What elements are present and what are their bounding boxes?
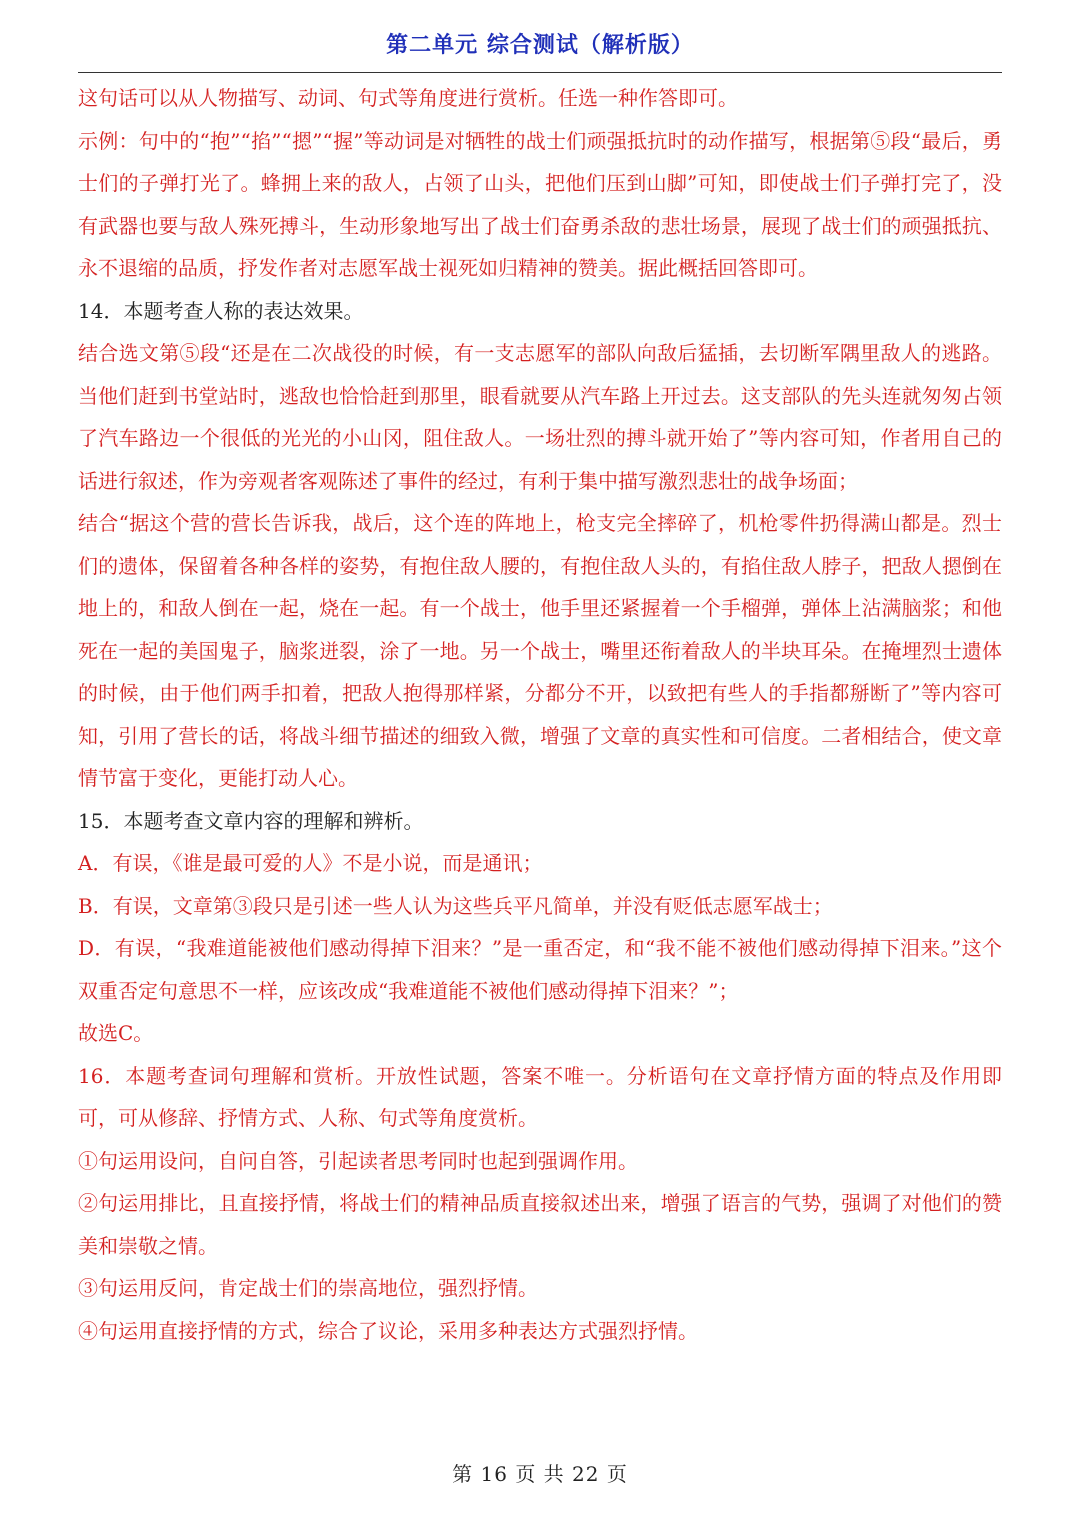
sentence-3-analysis: ③句运用反问，肯定战士们的崇高地位，强烈抒情。 [78, 1276, 538, 1300]
option-a-analysis: A．有误，《谁是最可爱的人》不是小说，而是通讯； [78, 851, 543, 875]
page-number-footer: 第 16 页 共 22 页 [452, 1462, 628, 1486]
question-15-answer: 故选C。 [78, 1021, 154, 1045]
sentence-2-analysis: ②句运用排比，且直接抒情，将战士们的精神品质直接叙述出来，增强了语言的气势，强调了对他们的赞美和崇敬之情。 [78, 1191, 1002, 1258]
question-14-heading: 14．本题考查人称的表达效果。 [78, 298, 364, 323]
sentence-4-analysis: ④句运用直接抒情的方式，综合了议论，采用多种表达方式强烈抒情。 [78, 1318, 698, 1343]
option-b-analysis: B．有误，文章第③段只是引述一些人认为这些兵平凡简单，并没有贬低志愿军战士； [78, 893, 833, 918]
paragraph-13-example: 示例：句中的“抱”“掐”“摁”“握”等动词是对牺牲的战士们顽强抵抗时的动作描写，根据第⑤段“最后，勇士们的子弹打光了。蜂拥上来的敌人，占领了山头，把他们压到山脚”可知，即使战士们子弹打完了，没有武器也要与敌人殊死搏斗，生动形象地写出了战士们奋勇杀敌的悲壮场景，展现了战士们的顽强抵抗、永不退缩的品质，抒发作者对志愿军战士视死如归精神的赞美。据此概括回答即可。 [78, 128, 1002, 280]
paragraph-14-part1: 结合选文第⑤段“还是在二次战役的时候，有一支志愿军的部队向敌后猛插，去切断军隅里敌人的逃路。当他们赶到书堂站时，逃敌也恰恰赶到那里，眼看就要从汽车路上开过去。这支部队的先头连就匆匆占领了汽车路边一个很低的光光的小山冈，阻住敌人。一场壮烈的搏斗就开始了”等内容可知，作者用自己的话进行叙述，作为旁观者客观陈述了事件的经过，有利于集中描写激烈悲壮的战争场面； [78, 341, 1002, 493]
sentence-1-analysis: ①句运用设问，自问自答，引起读者思考同时也起到强调作用。 [78, 1148, 638, 1173]
paragraph-13-method: 这句话可以从人物描写、动词、句式等角度进行赏析。任选一种作答即可。 [78, 86, 738, 110]
paragraph-14-part2: 结合“据这个营的营长告诉我，战后，这个连的阵地上，枪支完全摔碎了，机枪零件扔得满山都是。烈士们的遗体，保留着各种各样的姿势，有抱住敌人腰的，有抱住敌人头的，有掐住敌人脖子，把敌人摁倒在地上的，和敌人倒在一起，烧在一起。有一个战士，他手里还紧握着一个手榴弹，弹体上沾满脑浆；和他死在一起的美国鬼子，脑浆迸裂，涂了一地。另一个战士，嘴里还衔着敌人的半块耳朵。在掩埋烈士遗体的时候，由于他们两手扣着，把敌人抱得那样紧，分都分不开，以致把有些人的手指都掰断了”等内容可知，引用了营长的话，将战斗细节描述的细致入微，增强了文章的真实性和可信度。二者相结合，使文章情节富于变化，更能打动人心。 [78, 511, 1002, 790]
header-divider [78, 72, 1002, 73]
question-15-heading: 15．本题考查文章内容的理解和辨析。 [78, 808, 424, 833]
option-d-analysis: D．有误，“我难道能被他们感动得掉下泪来？”是一重否定，和“我不能不被他们感动得掉下泪来。”这个双重否定句意思不一样，应该改成“我难道能不被他们感动得掉下泪来？”； [78, 936, 1002, 1003]
answer-content [78, 77, 1002, 1352]
question-16-heading: 16．本题考查词句理解和赏析。开放性试题，答案不唯一。分析语句在文章抒情方面的特点及作用即可，可从修辞、抒情方式、人称、句式等角度赏析。 [78, 1063, 1002, 1130]
page-header-title: 第二单元 综合测试（解析版） [386, 33, 694, 58]
